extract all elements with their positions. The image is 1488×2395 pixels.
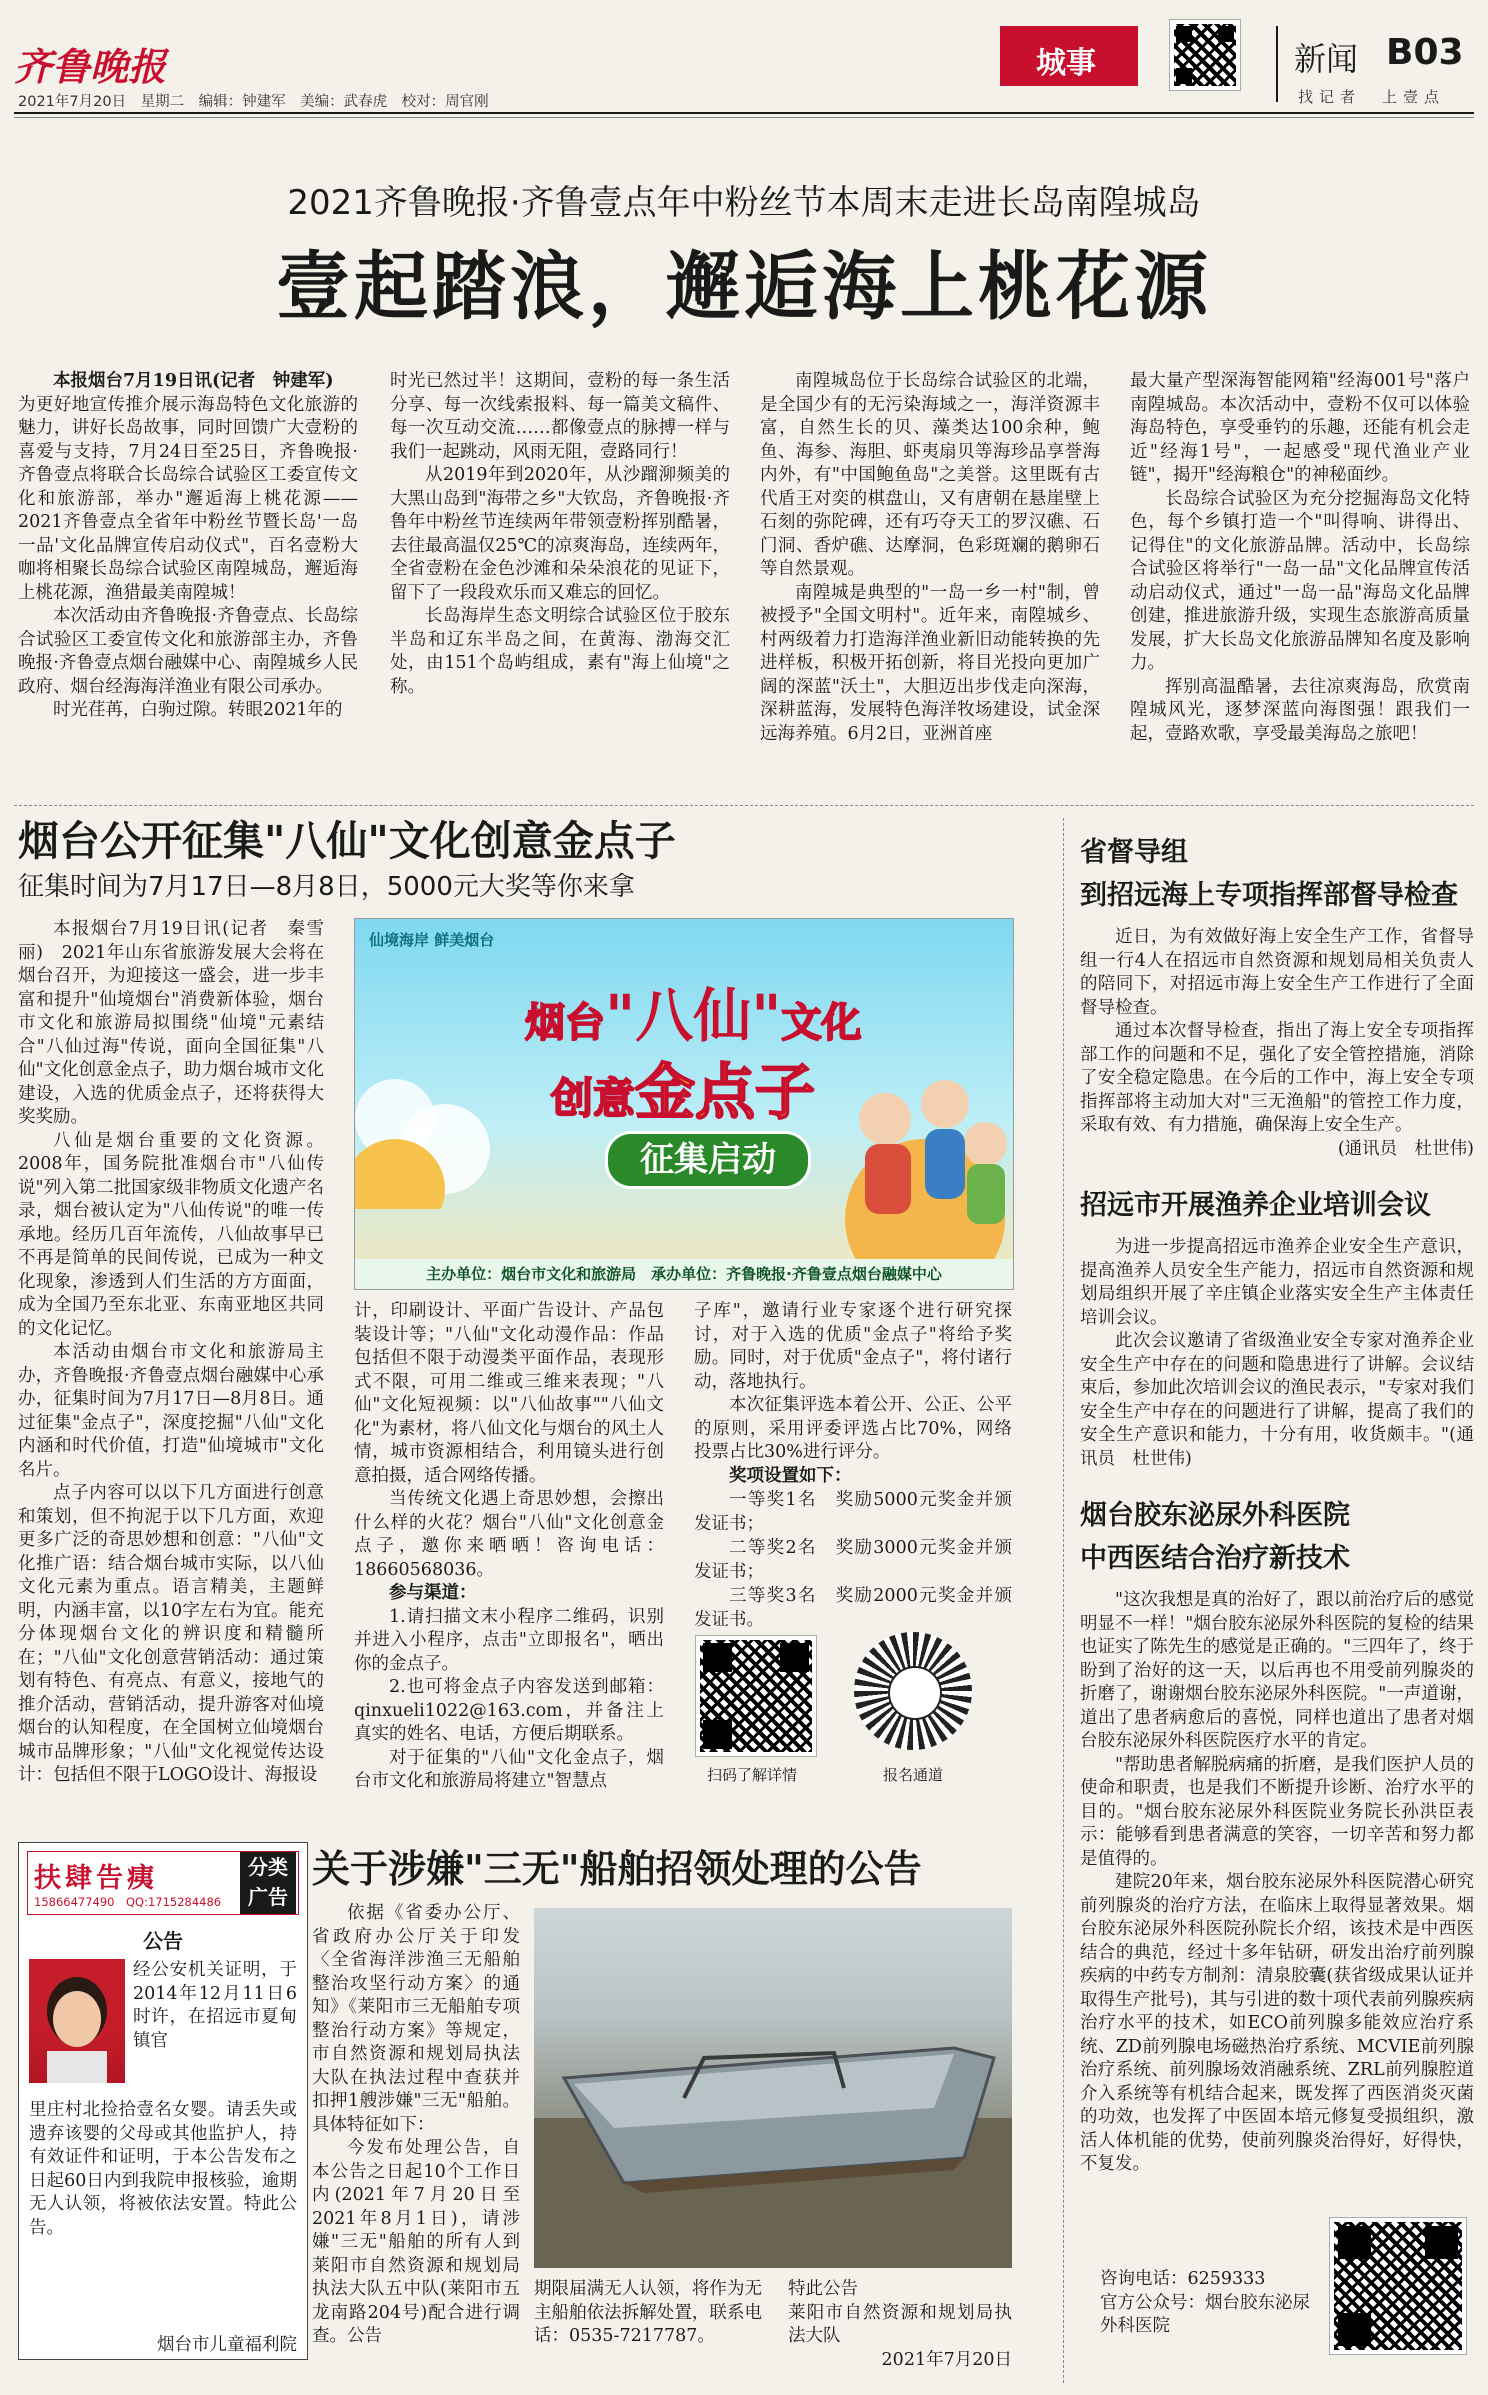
masthead-divider	[1276, 26, 1278, 102]
details-qr-code	[696, 1636, 816, 1756]
section-divider	[14, 805, 1474, 806]
paragraph: 1.请扫描文末小程序二维码，识别并进入小程序，点击"立即报名"，晒出你的金点子。	[354, 1606, 664, 1674]
paragraph: 本活动由烟台市文化和旅游局主办，齐鲁晚报·齐鲁壹点烟台融媒中心承办，征集时间为7月17日—8月8日。通过征集"金点子"，深度挖掘"八仙"文化内涵和时代价值，打造"仙境城市"文化名片。	[18, 1342, 324, 1480]
paragraph: 为进一步提高招远市渔养企业安全生产意识，提高渔养人员安全生产能力，招远市自然资源和规划局组织开展了辛庄镇企业落实安全生产主体责任培训会议。	[1080, 1237, 1474, 1328]
paragraph: 对于征集的"八仙"文化金点子，烟台市文化和旅游局将建立"智慧点	[354, 1747, 664, 1791]
story1-body	[1080, 926, 1474, 1161]
prize-item: 一等奖1名 奖励5000元奖金并颁发证书；	[694, 1490, 1012, 1534]
paragraph: 本次征集评选本着公开、公正、公平的原则，采用评委评选占比70%，网络投票占比30%进行评分。	[694, 1395, 1012, 1462]
newspaper-logo: 齐鲁晚报	[14, 44, 167, 89]
prize-title: 奖项设置如下：	[729, 1465, 852, 1486]
notice-sign-2: 莱阳市自然资源和规划局执法大队	[788, 2302, 1012, 2346]
paragraph: 此次会议邀请了省级渔业安全专家对渔养企业安全生产中存在的问题和隐患进行了讲解。会议结束后，参加此次培训会议的渔民表示，"专家对我们安全生产中存在的问题进行了讲解，提高了我们的安全生产意识和能力，十分有用，收货颇丰。"(通讯员 杜世伟)	[1080, 1331, 1474, 1469]
banner-char: 痍	[127, 1863, 158, 1894]
notice-headline: 关于涉嫌"三无"船舶招领处理的公告	[312, 1847, 922, 1891]
classified-notice-sign: 烟台市儿童福利院	[157, 2335, 297, 2355]
section-label: 城事	[1036, 46, 1096, 81]
banner-char: 肆	[65, 1863, 96, 1894]
baxian-subhead: 征集时间为7月17日—8月8日，5000元大奖等你来拿	[18, 872, 635, 902]
classified-notice-title: 公告	[143, 1929, 183, 1953]
banner-title-culture: 文化	[781, 1000, 862, 1046]
page-number: B03	[1386, 32, 1464, 73]
banner-title-city: 烟台	[525, 1000, 605, 1046]
paragraph: 子库"，邀请行业专家逐个进行研究探讨，对于入选的优质"金点子"将给予奖励。同时，对于优质"金点子"，将付诸行动，落地执行。	[694, 1301, 1012, 1392]
classified-contact: 15866477490 QQ:1715284486	[34, 1895, 222, 1909]
story1-headline-1: 省督导组	[1080, 837, 1188, 868]
story1-headline-2: 到招远海上专项指挥部督导检查	[1080, 880, 1458, 911]
lead-column-1	[18, 370, 358, 723]
paragraph: 时光已然过半！这期间，壹粉的每一条生活分享、每一次线索报料、每一篇美文稿件、每一次互动交流……都像壹点的脉搏一样与我们一起跳动，风雨无阻，壹路同行！	[390, 371, 730, 462]
notice-sign-1: 特此公告	[788, 2279, 858, 2299]
lead-column-2	[390, 370, 730, 699]
column-divider	[1063, 818, 1064, 2383]
classified-ad	[18, 1842, 308, 2360]
hospital-account: 官方公众号：烟台胶东泌尿外科医院	[1100, 2292, 1310, 2336]
masthead-rule-thin	[14, 117, 1474, 118]
banner-footer: 主办单位：烟台市文化和旅游局 承办单位：齐鲁晚报·齐鲁壹点烟台融媒中心	[355, 1259, 1013, 1289]
classified-banner	[27, 1851, 299, 1915]
paragraph: 点子内容可以以下几方面进行创意和策划，但不拘泥于以下几方面，欢迎更多广泛的奇思妙想和创意："八仙"文化推广语：结合烟台城市实际，以八仙文化元素为重点。语言精美，主题鲜明，内涵丰富，以10字左右为宜。能充分体现烟台文化的辨识度和精髓所在；"八仙"文化创意营销活动：通过策划有特色、有亮点、有意义，接地气的推介活动，营销活动，提升游客对仙境烟台的认知程度，在全国树立仙境烟台城市品牌形象；"八仙"文化视觉传达设计：包括但不限于LOGO设计、海报设	[18, 1483, 324, 1785]
banner-title-baxian: "八仙"	[605, 982, 782, 1050]
baxian-column-1	[18, 918, 324, 1798]
lead-kicker: 2021齐鲁晚报·齐鲁壹点年中粉丝节本周末走进长岛南隍城岛	[287, 183, 1201, 223]
notice-column-1	[312, 1902, 520, 2349]
paragraph: 近日，为有效做好海上安全生产工作，省督导组一行4人在招远市自然资源和规划局相关负责人的陪同下，对招远市海上安全生产工作进行了全面督导检查。	[1080, 927, 1474, 1018]
classified-notice-text-2: 里庄村北捡拾壹名女婴。请丢失或遗弃该婴的父母或其他监护人，持有效证件和证明，于本公告发布之日起60日内到我院申报核验，逾期无人认领，将被依法安置。特此公告。	[29, 2100, 297, 2238]
paragraph: 当传统文化遇上奇思妙想，会擦出什么样的火花？烟台"八仙"文化创意金点子，邀你来晒晒！咨询电话：18660568036。	[354, 1489, 664, 1580]
paragraph: 最大量产型深海智能网箱"经海001号"落户南隍城岛。本次活动中，壹粉不仅可以体验海岛特色，享受垂钓的乐趣，还能有机会走近"经海1号"，一起感受"现代渔业产业链"，揭开"经海粮仓"的神秘面纱。	[1130, 371, 1470, 485]
story3-headline-2: 中西医结合治疗新技术	[1080, 1543, 1350, 1574]
paragraph: 时光荏苒，白驹过隙。转眼2021年的	[53, 700, 343, 720]
story3-headline-1: 烟台胶东泌尿外科医院	[1080, 1500, 1350, 1531]
paragraph: 建院20年来，烟台胶东泌尿外科医院潜心研究前列腺炎的治疗方法，在临床上取得显著效果。烟台胶东泌尿外科医院孙院长介绍，该技术是中西医结合的典范，经过十多年钻研，研发出治疗前列腺疾病的中药专方制剂：清泉胶囊(获省级成果认证并取得生产批号)，其与引进的数十项代表前列腺疾病治疗水平的技术，如ECO前列腺多能效应治疗系统、ZD前列腺电场磁热治疗系统、MCVIE前列腺治疗系统、前列腺场效消融系统、ZRL前列腺腔道介入系统等有机结合起来，既发挥了西医消炎灭菌的功效，也发挥了中医固本培元修复受损组织，激活人体机能的优势，使前列腺炎治得好，好得快，不复发。	[1080, 1872, 1474, 2174]
classified-notice-text-1: 经公安机关证明，于2014年12月11日6时许，在招远市夏甸镇官	[133, 1960, 297, 2051]
credit: (通讯员 杜世伟)	[1337, 1138, 1474, 1159]
right-column	[1080, 826, 1474, 2177]
story3-body	[1080, 1589, 1474, 2177]
prize-item: 二等奖2名 奖励3000元奖金并颁发证书；	[694, 1538, 1012, 1582]
banner-title-golden-idea: 金点子	[635, 1058, 816, 1128]
paragraph: 本报烟台7月19日讯(记者 秦雪丽) 2021年山东省旅游发展大会将在烟台召开，为迎接这一盛会，进一步丰富和提升"仙境烟台"消费新体验，烟台市文化和旅游局拟围绕"仙境"元素结合"八仙过海"传说，面向全国征集"八仙"文化创意金点子，助力烟台城市文化建设，入选的优质金点子，还将获得大奖奖励。	[18, 919, 324, 1127]
masthead-byline: 找记者 上壹点	[1298, 88, 1446, 106]
hospital-contact	[1100, 2268, 1310, 2339]
paragraph: 从2019年到2020年，从沙蹓泖频美的大黑山岛到"海带之乡"大钦岛，齐鲁晚报·齐鲁年中粉丝节连续两年带领壹粉挥别酷暑，去往最高温仅25℃的凉爽海岛，连续两年，全省壹粉在金色沙滩和朵朵浪花的见证下，留下了一段段欢乐而又难忘的回忆。	[390, 465, 730, 603]
paragraph: 南隍城岛位于长岛综合试验区的北端，是全国少有的无污染海域之一，海洋资源丰富，自然生长的贝、藻类达100余种，鲍鱼、海参、海胆、虾夷扇贝等海珍品享誉海内外，有"中国鲍鱼岛"之美誉。这里既有古代盾王对奕的棋盘山，又有唐朝在悬崖壁上石刻的弥陀碑，还有巧夺天工的罗汉礁、石门洞、香炉礁、达摩洞，色彩斑斓的鹅卵石等自然景观。	[760, 371, 1100, 579]
paragraph: 为更好地宣传推介展示海岛特色文化旅游的魅力，讲好长岛故事，同时回馈广大壹粉的喜爱与支持，7月24日至25日，齐鲁晚报·齐鲁壹点将联合长岛综合试验区工委宣传文化和旅游部，举办"邂逅海上桃花源——2021齐鲁壹点全省年中粉丝节暨长岛'一岛一品'文化品牌宣传启动仪式"，百名壹粉大咖将相聚长岛综合试验区南隍城岛，邂逅海上桃花源，渔猎最美南隍城！	[18, 394, 358, 603]
lead-column-4	[1130, 370, 1470, 746]
classified-banner-title	[34, 1856, 158, 1895]
baxian-banner	[354, 918, 1014, 1290]
mini-program-center-icon	[888, 1666, 942, 1720]
prize-item: 三等奖3名 奖励2000元奖金并颁发证书。	[694, 1586, 1012, 1630]
paragraph: 长岛综合试验区为充分挖掘海岛文化特色，每个乡镇打造一个"叫得响、讲得出、记得住"的文化旅游品牌。活动中，长岛综合试验区将举行"一岛一品"文化品牌宣传活动启动仪式，通过"一岛一品"海岛文化品牌创建，推进旅游升级，实现生态旅游高质量发展，扩大长岛文化旅游品牌知名度及影响力。	[1130, 488, 1470, 673]
lead-headline: 壹起踏浪，邂逅海上桃花源	[276, 244, 1212, 330]
paragraph: "这次我想是真的治好了，跟以前治疗后的感觉明显不一样！"烟台胶东泌尿外科医院的复检的结果也证实了陈先生的感觉是正确的。"三四年了，终于盼到了治好的这一天，以后再也不用受前列腺炎的折磨了，谢谢烟台胶东泌尿外科医院。"一声道谢，道出了患者病愈后的喜悦，同样也道出了患者对烟台胶东泌尿外科医院医疗水平的肯定。	[1080, 1590, 1474, 1751]
masthead-rule	[14, 112, 1474, 114]
masthead	[0, 0, 1488, 150]
paragraph: 本次活动由齐鲁晚报·齐鲁壹点、长岛综合试验区工委宣传文化和旅游部主办，齐鲁晚报·齐鲁壹点烟台融媒中心、南隍城乡人民政府、烟台经海海洋渔业有限公司承办。	[18, 606, 358, 697]
baxian-column-2	[354, 1300, 664, 1794]
category-label: 新闻	[1294, 40, 1359, 78]
paragraph: 通过本次督导检查，指出了海上安全专项指挥部工作的问题和不足，强化了安全管控措施，消除了安全稳定隐患。在今后的工作中，海上安全专项指挥部将主动加大对"三无渔船"的管控工作力度，采取有效、有力措施，确保海上安全生产。	[1080, 1021, 1474, 1135]
child-photo	[29, 1959, 125, 2083]
lead-dateline: 本报烟台7月19日讯(记者 钟建军)	[53, 371, 334, 391]
paragraph: 今发布处理公告，自本公告之日起10个工作日内(2021年7月20日至2021年8月1日)，请涉嫌"三无"船舶的所有人到莱阳市自然资源和规划局执法大队五中队(莱阳市五龙南路204号)配合进行调查。公告	[312, 2138, 520, 2346]
paragraph: 依据《省委办公厅、省政府办公厅关于印发〈全省海洋涉渔三无船舶整治攻坚行动方案〉的通知》《莱阳市三无船舶专项整治行动方案》等规定，市自然资源和规划局执法大队在执法过程中查获并扣押1艘涉嫌"三无"船舶。具体特征如下：	[312, 1903, 520, 2135]
baxian-column-3	[694, 1300, 1012, 1632]
banner-title-line-2	[551, 1045, 815, 1131]
hospital-qr-code	[1330, 2218, 1466, 2354]
banner-cloud-left	[355, 1039, 505, 1209]
paragraph: 南隍城是典型的"一岛一乡一村"制，曾被授予"全国文明村"。近年来，南隍城乡、村两级着力打造海洋渔业新旧动能转换的先进样板，积极开拓创新，将目光投向更加广阔的深蓝"沃土"，大胆迈出步伐走向深海，深耕蓝海，发展特色海洋牧场建设，试金深远海养殖。6月2日，亚洲首座	[760, 582, 1100, 744]
classified-banner-side: 分类广告	[240, 1852, 296, 1914]
details-qr-caption: 扫码了解详情	[706, 1766, 797, 1784]
section-tag	[1000, 26, 1138, 86]
banner-title-creative: 创意	[551, 1074, 636, 1123]
lead-column-3	[760, 370, 1100, 746]
banner-logo-text: 仙境海岸 鲜美烟台	[369, 931, 495, 949]
story2-body	[1080, 1236, 1474, 1471]
notice-bottom-left: 期限届满无人认领，将作为无主船舶依法拆解处置，联系电话：0535-7217787。	[534, 2279, 762, 2346]
banner-title-line-1	[525, 969, 861, 1053]
paragraph: 八仙是烟台重要的文化资源。2008年，国务院批准烟台市"八仙传说"列入第二批国家级非物质文化遗产名录，烟台被认定为"八仙传说"的唯一传承地。经历几百年流传，八仙故事早已不再是简单的民间传说，已成为一种文化现象，渗透到人们生活的方方面面，成为全国乃至东北亚、东南亚地区共同的文化记忆。	[18, 1130, 324, 1339]
notice-signature	[788, 2278, 1012, 2372]
signup-mini-program-code	[854, 1632, 972, 1750]
paragraph: 参与渠道：	[389, 1583, 477, 1603]
banner-launch-button: 征集启动	[605, 1131, 811, 1189]
paragraph: 挥别高温酷暑，去往凉爽海岛，欣赏南隍城风光，逐梦深蓝向海图强！跟我们一起，壹路欢歌，享受最美海岛之旅吧！	[1130, 676, 1470, 744]
date-line: 2021年7月20日 星期二 编辑：钟建军 美编：武春虎 校对：周官刚	[18, 94, 489, 110]
hospital-phone: 咨询电话：6259333	[1100, 2269, 1266, 2289]
boat-photo	[534, 1908, 1012, 2268]
paragraph: 2.也可将金点子内容发送到邮箱：qinxueli1022@163.com，并备注上真实的姓名、电话，方便后期联系。	[354, 1677, 664, 1744]
notice-sign-date: 2021年7月20日	[881, 2349, 1012, 2370]
masthead-qr-code	[1170, 20, 1240, 90]
banner-characters-illustration	[825, 1049, 1014, 1269]
story2-headline: 招远市开展渔养企业培训会议	[1080, 1190, 1431, 1221]
baxian-headline: 烟台公开征集"八仙"文化创意金点子	[18, 817, 676, 865]
banner-char: 扶	[34, 1863, 65, 1894]
paragraph: "帮助患者解脱病痛的折磨，是我们医护人员的使命和职责，也是我们不断提升诊断、治疗水平的目的。"烟台胶东泌尿外科医院业务院长孙洪臣表示：能够看到患者满意的笑容，一切辛苦和努力都是值得的。	[1080, 1754, 1474, 1869]
signup-qr-caption: 报名通道	[882, 1766, 943, 1784]
paragraph: 计，印刷设计、平面广告设计、产品包装设计等；"八仙"文化动漫作品：作品包括但不限于动漫类平面作品，表现形式不限，可用二维或三维来表现；"八仙"文化短视频：以"八仙故事""八仙文化"为素材，将八仙文化与烟台的风土人情，城市资源相结合，利用镜头进行创意拍摄，适合网络传播。	[354, 1301, 664, 1486]
banner-char: 告	[96, 1863, 127, 1894]
paragraph: 长岛海岸生态文明综合试验区位于胶东半岛和辽东半岛之间，在黄海、渤海交汇处，由151个岛屿组成，素有"海上仙境"之称。	[390, 606, 730, 697]
